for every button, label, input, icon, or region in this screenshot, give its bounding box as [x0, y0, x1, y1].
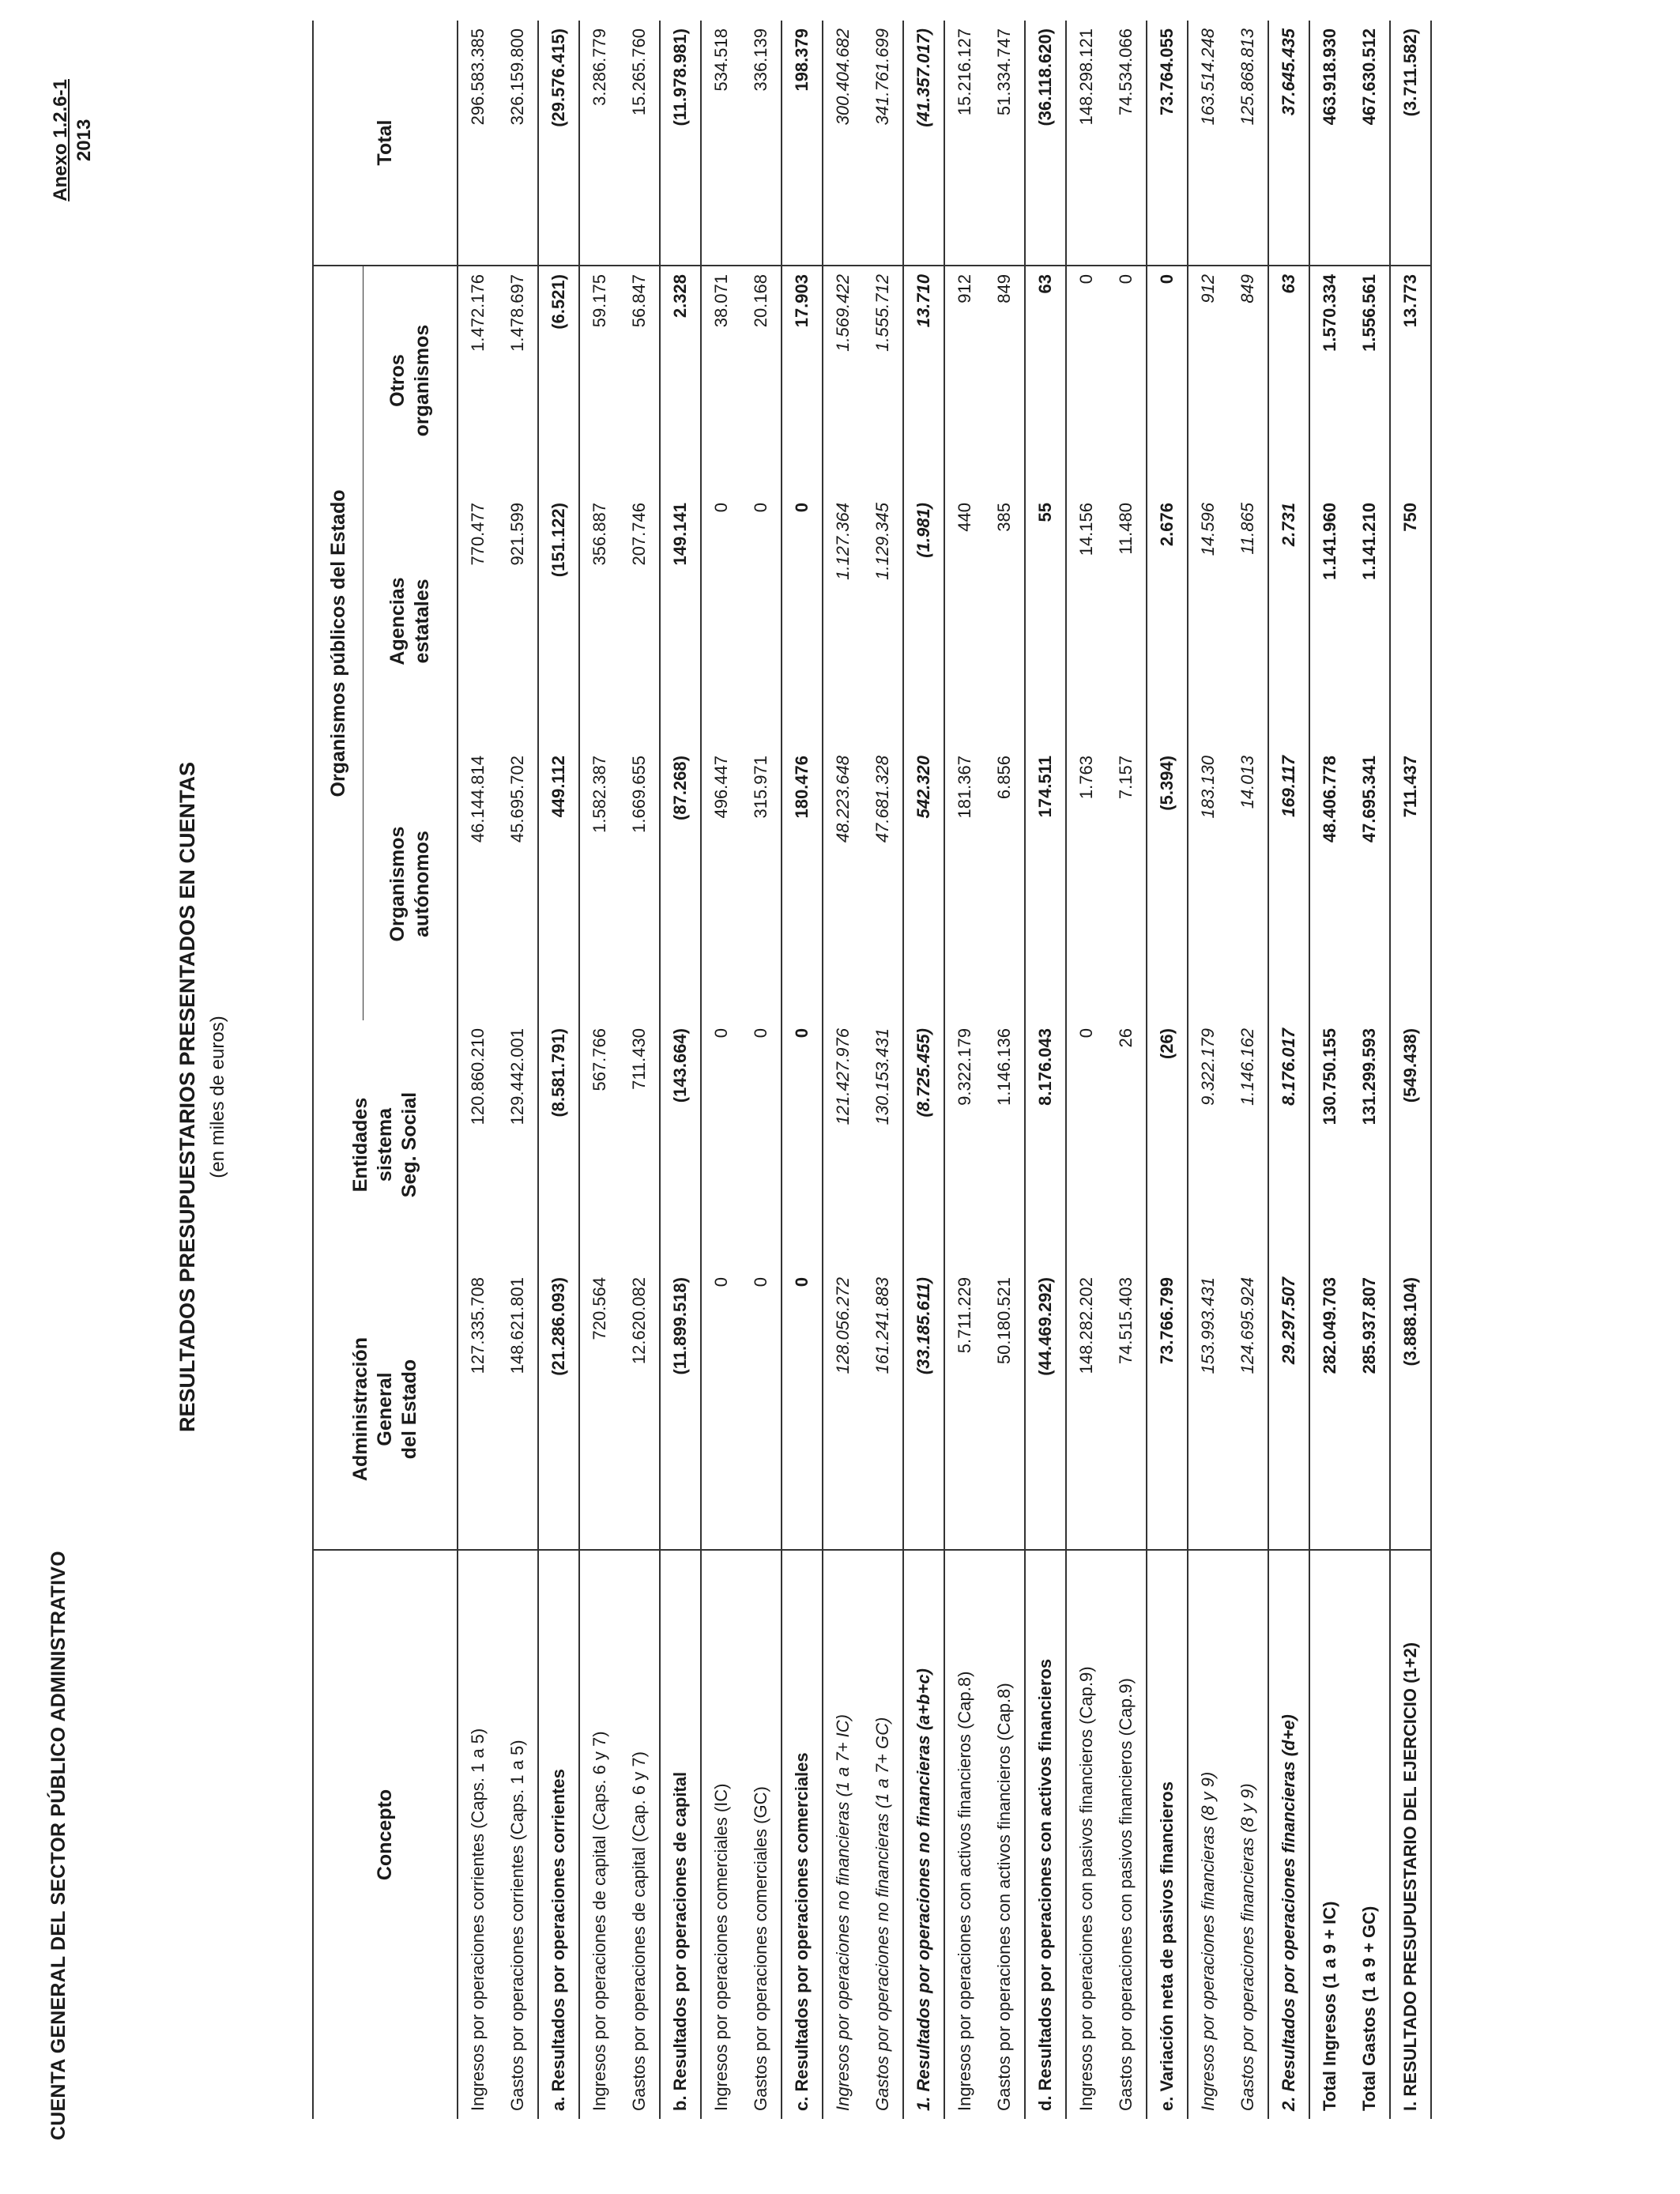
row-value-seg-social: 121.427.976 — [833, 1028, 853, 1125]
table-row — [903, 21, 944, 2119]
row-value-age: 720.564 — [590, 1277, 609, 1340]
row-concept: 2. Resultados por operaciones financieras (d+e) — [1268, 1550, 1309, 2119]
row-value-seg-social: 130.153.431 — [863, 1020, 903, 1269]
row-value-organismos-autonomos: 6.856 — [985, 748, 1025, 1020]
row-value-otros-organismos: 13.773 — [1390, 266, 1431, 495]
row-value-organismos-autonomos: 48.223.648 — [833, 756, 853, 843]
row-value-agencias-estatales: (1.981) — [903, 495, 944, 748]
row-value-age: 128.056.272 — [833, 1277, 853, 1374]
annex-number: Anexo 1.2.6-1 — [50, 79, 71, 202]
row-concept: 1. Resultados por operaciones no financieras (a+b+c) — [903, 1550, 944, 2119]
row-value-organismos-autonomos: 1.669.655 — [620, 748, 660, 1020]
row-value-otros-organismos: 0 — [1147, 266, 1188, 495]
row-concept: Ingresos por operaciones de capital (Caps. 6 y 7) — [579, 1550, 620, 2119]
row-value-total: (41.357.017) — [903, 21, 944, 266]
row-value-organismos-autonomos: 449.112 — [538, 748, 579, 1020]
row-value-organismos-autonomos: 14.013 — [1228, 748, 1268, 1020]
row-concept: Gastos por operaciones comerciales (GC) — [741, 1550, 782, 2119]
row-value-organismos-autonomos: 1.582.387 — [590, 756, 609, 833]
row-value-otros-organismos: 1.478.697 — [498, 266, 538, 495]
table-row — [1390, 21, 1431, 2119]
row-value-organismos-autonomos: 46.144.814 — [468, 756, 488, 843]
row-value-age: 0 — [711, 1277, 731, 1287]
row-value-agencias-estatales: 0 — [741, 495, 782, 748]
row-value-agencias-estatales: 1.129.345 — [863, 495, 903, 748]
header-agencias-estatales: Agencias estatales — [386, 577, 433, 665]
row-value-seg-social: (26) — [1147, 1020, 1188, 1269]
row-value-otros-organismos: 1.555.712 — [863, 266, 903, 495]
results-table — [312, 21, 1432, 2119]
row-value-otros-organismos: 63 — [1025, 266, 1066, 495]
annex-label-block — [49, 79, 96, 202]
row-value-age: 148.621.801 — [498, 1269, 538, 1550]
document-header-title: CUENTA GENERAL DEL SECTOR PÚBLICO ADMINISTRATIVO — [47, 1551, 70, 2140]
row-value-agencias-estatales: 2.731 — [1268, 495, 1309, 748]
table-row — [1066, 21, 1106, 2119]
row-value-total: 463.918.930 — [1309, 21, 1350, 266]
row-value-seg-social: 0 — [782, 1020, 823, 1269]
row-value-age: 285.937.807 — [1350, 1269, 1390, 1550]
row-value-total: 3.286.779 — [579, 21, 620, 266]
row-concept: Total Gastos (1 a 9 + GC) — [1350, 1550, 1390, 2119]
row-value-age: (11.899.518) — [660, 1269, 701, 1550]
row-value-total: 534.518 — [701, 21, 741, 266]
row-concept: d. Resultados por operaciones con activos financieros — [1025, 1550, 1066, 2119]
row-value-otros-organismos: 56.847 — [620, 266, 660, 495]
row-value-seg-social: 711.430 — [620, 1020, 660, 1269]
row-value-organismos-autonomos: 315.971 — [741, 748, 782, 1020]
row-value-otros-organismos: 1.569.422 — [833, 274, 853, 352]
row-value-otros-organismos: 849 — [985, 266, 1025, 495]
row-value-organismos-autonomos: 45.695.702 — [498, 748, 538, 1020]
row-value-seg-social: 120.860.210 — [468, 1028, 488, 1125]
row-value-otros-organismos: 38.071 — [711, 274, 731, 328]
row-value-total: 300.404.682 — [823, 21, 863, 266]
row-value-seg-social: 129.442.001 — [498, 1020, 538, 1269]
row-value-seg-social: 0 — [741, 1020, 782, 1269]
row-value-agencias-estatales: 440 — [955, 503, 974, 532]
row-value-otros-organismos: 63 — [1268, 266, 1309, 495]
row-value-otros-organismos: 1.570.334 — [1320, 274, 1339, 352]
row-value-age: (21.286.093) — [538, 1269, 579, 1550]
row-value-agencias-estatales: 14.596 — [1198, 503, 1218, 556]
row-value-total: 467.630.512 — [1350, 21, 1390, 266]
row-value-otros-organismos: 912 — [955, 274, 974, 303]
row-value-agencias-estatales: 356.887 — [590, 503, 609, 566]
row-value-total: 74.534.066 — [1106, 21, 1147, 266]
row-value-agencias-estatales: 2.676 — [1147, 495, 1188, 748]
row-concept: c. Resultados por operaciones comerciales — [782, 1550, 823, 2119]
row-value-seg-social: 26 — [1106, 1020, 1147, 1269]
table-row — [538, 21, 579, 2119]
row-value-seg-social: 8.176.017 — [1268, 1020, 1309, 1269]
row-concept: Total Ingresos (1 a 9 + IC) — [1309, 1550, 1350, 2119]
row-value-otros-organismos: 17.903 — [782, 266, 823, 495]
row-value-agencias-estatales: 207.746 — [620, 495, 660, 748]
row-value-age: 127.335.708 — [468, 1277, 488, 1374]
row-value-age: (3.888.104) — [1390, 1269, 1431, 1550]
row-concept: Ingresos por operaciones comerciales (IC) — [701, 1550, 741, 2119]
row-concept: Gastos por operaciones financieras (8 y 9) — [1228, 1550, 1268, 2119]
row-value-seg-social: 567.766 — [590, 1028, 609, 1091]
row-value-organismos-autonomos: 169.117 — [1268, 748, 1309, 1020]
row-value-otros-organismos: 0 — [1106, 266, 1147, 495]
header-otros-organismos: Otros organismos — [386, 324, 433, 437]
row-value-organismos-autonomos: 542.320 — [903, 748, 944, 1020]
table-row — [701, 21, 741, 2119]
row-value-organismos-autonomos: 1.763 — [1076, 756, 1096, 800]
row-value-seg-social: (8.725.455) — [903, 1020, 944, 1269]
row-value-age: (33.185.611) — [903, 1269, 944, 1550]
row-value-organismos-autonomos: 47.681.328 — [863, 748, 903, 1020]
row-value-total: 15.265.760 — [620, 21, 660, 266]
table-row — [944, 21, 985, 2119]
row-value-age: 73.766.799 — [1147, 1269, 1188, 1550]
row-value-organismos-autonomos: 174.511 — [1025, 748, 1066, 1020]
row-value-age: 282.049.703 — [1320, 1277, 1339, 1374]
row-value-organismos-autonomos: 183.130 — [1198, 756, 1218, 819]
row-value-otros-organismos: 849 — [1228, 266, 1268, 495]
table-row — [1309, 21, 1350, 2119]
header-organismos-publicos: Organismos públicos del Estado — [313, 266, 363, 1020]
table-row — [660, 21, 701, 2119]
row-value-total: 163.514.248 — [1188, 21, 1228, 266]
row-value-organismos-autonomos: (5.394) — [1147, 748, 1188, 1020]
table-row — [620, 21, 660, 2119]
row-value-total: 73.764.055 — [1147, 21, 1188, 266]
table-row — [1106, 21, 1147, 2119]
row-value-agencias-estatales: 55 — [1025, 495, 1066, 748]
row-value-otros-organismos: 13.710 — [903, 266, 944, 495]
row-value-otros-organismos: 59.175 — [590, 274, 609, 328]
header-age: Administración General del Estado — [349, 1337, 420, 1481]
row-concept: Gastos por operaciones con pasivos financieros (Cap.9) — [1106, 1550, 1147, 2119]
row-concept: Ingresos por operaciones no financieras (1 a 7+ IC) — [823, 1550, 863, 2119]
row-value-agencias-estatales: 1.127.364 — [833, 503, 853, 580]
row-value-seg-social: 9.322.179 — [1198, 1028, 1218, 1106]
row-value-organismos-autonomos: 711.437 — [1390, 748, 1431, 1020]
row-concept: Gastos por operaciones con activos financieros (Cap.8) — [985, 1550, 1025, 2119]
row-value-organismos-autonomos: 180.476 — [782, 748, 823, 1020]
header-seg-social: Entidades sistema Seg. Social — [349, 1091, 420, 1198]
row-value-agencias-estatales: 0 — [711, 503, 731, 513]
row-value-agencias-estatales: 1.141.210 — [1350, 495, 1390, 748]
row-value-total: (11.978.981) — [660, 21, 701, 266]
row-value-total: 15.216.127 — [944, 21, 985, 266]
row-value-organismos-autonomos: 496.447 — [711, 756, 731, 819]
row-value-agencias-estatales: 1.141.960 — [1320, 503, 1339, 580]
table-row — [1228, 21, 1268, 2119]
row-value-total: (3.711.582) — [1390, 21, 1431, 266]
table-row — [985, 21, 1025, 2119]
row-value-age: (44.469.292) — [1025, 1269, 1066, 1550]
row-concept: Gastos por operaciones no financieras (1 a 7+ GC) — [863, 1550, 903, 2119]
row-concept: Ingresos por operaciones con activos financieros (Cap.8) — [944, 1550, 985, 2119]
header-total: Total — [313, 21, 458, 266]
table-row — [1268, 21, 1309, 2119]
annex-year: 2013 — [73, 119, 95, 162]
row-value-agencias-estatales: 385 — [985, 495, 1025, 748]
table-row — [579, 21, 620, 2119]
row-value-age: 0 — [741, 1269, 782, 1550]
row-value-seg-social: 130.750.155 — [1320, 1028, 1339, 1125]
row-value-age: 74.515.403 — [1106, 1269, 1147, 1550]
row-value-age: 148.282.202 — [1076, 1277, 1096, 1374]
row-value-age: 50.180.521 — [985, 1269, 1025, 1550]
table-row — [1350, 21, 1390, 2119]
row-value-total: 296.583.385 — [458, 21, 498, 266]
row-value-otros-organismos: 2.328 — [660, 266, 701, 495]
table-row — [782, 21, 823, 2119]
row-value-age: 0 — [782, 1269, 823, 1550]
row-value-organismos-autonomos: 47.695.341 — [1350, 748, 1390, 1020]
row-concept: Ingresos por operaciones con pasivos financieros (Cap.9) — [1066, 1550, 1106, 2119]
row-value-seg-social: 0 — [711, 1028, 731, 1039]
row-concept: Gastos por operaciones corrientes (Caps. 1 a 5) — [498, 1550, 538, 2119]
row-value-otros-organismos: 912 — [1198, 274, 1218, 303]
row-value-agencias-estatales: (151.122) — [538, 495, 579, 748]
table-row — [863, 21, 903, 2119]
row-value-total: 341.761.699 — [863, 21, 903, 266]
row-value-seg-social: 0 — [1076, 1028, 1096, 1039]
report-title: RESULTADOS PRESUPUESTARIOS PRESENTADOS EN CUENTAS — [175, 761, 199, 1433]
report-subtitle: (en miles de euros) — [207, 1016, 228, 1178]
table-row — [1188, 21, 1228, 2119]
row-concept: e. Variación neta de pasivos financieros — [1147, 1550, 1188, 2119]
row-value-otros-organismos: 1.472.176 — [468, 274, 488, 352]
row-concept: Gastos por operaciones de capital (Cap. 6 y 7) — [620, 1550, 660, 2119]
row-value-organismos-autonomos: 48.406.778 — [1320, 756, 1339, 843]
row-value-total: 125.868.813 — [1228, 21, 1268, 266]
row-value-agencias-estatales: 149.141 — [660, 495, 701, 748]
row-value-total: 198.379 — [782, 21, 823, 266]
row-value-agencias-estatales: 11.865 — [1228, 495, 1268, 748]
row-value-otros-organismos: (6.521) — [538, 266, 579, 495]
row-concept: I. RESULTADO PRESUPUESTARIO DEL EJERCICIO (1+2) — [1390, 1550, 1431, 2119]
row-value-otros-organismos: 0 — [1076, 274, 1096, 285]
row-concept: a. Resultados por operaciones corrientes — [538, 1550, 579, 2119]
row-value-organismos-autonomos: 181.367 — [955, 756, 974, 819]
row-concept: Ingresos por operaciones corrientes (Caps. 1 a 5) — [458, 1550, 498, 2119]
row-value-agencias-estatales: 750 — [1390, 495, 1431, 748]
row-value-age: 29.297.507 — [1268, 1269, 1309, 1550]
table-row — [823, 21, 863, 2119]
row-value-seg-social: (8.581.791) — [538, 1020, 579, 1269]
table-row — [458, 21, 498, 2119]
row-value-age: 153.993.431 — [1198, 1277, 1218, 1374]
row-value-agencias-estatales: 11.480 — [1106, 495, 1147, 748]
row-value-age: 124.695.924 — [1228, 1269, 1268, 1550]
row-value-age: 5.711.229 — [955, 1277, 974, 1354]
table-row — [1147, 21, 1188, 2119]
row-value-total: (36.118.620) — [1025, 21, 1066, 266]
row-value-agencias-estatales: 921.599 — [498, 495, 538, 748]
row-value-seg-social: 1.146.136 — [985, 1020, 1025, 1269]
header-concept: Concepto — [313, 1550, 458, 2119]
row-value-seg-social: 131.299.593 — [1350, 1020, 1390, 1269]
row-value-agencias-estatales: 770.477 — [468, 503, 488, 566]
row-value-seg-social: 8.176.043 — [1025, 1020, 1066, 1269]
row-value-total: (29.576.415) — [538, 21, 579, 266]
table-body — [458, 21, 1431, 2119]
header-organismos-autonomos: Organismos autónomos — [386, 826, 433, 942]
row-value-organismos-autonomos: 7.157 — [1106, 748, 1147, 1020]
table-row — [741, 21, 782, 2119]
row-value-organismos-autonomos: (87.268) — [660, 748, 701, 1020]
row-value-age: 161.241.883 — [863, 1269, 903, 1550]
row-value-total: 51.334.747 — [985, 21, 1025, 266]
row-value-seg-social: 9.322.179 — [955, 1028, 974, 1106]
row-value-total: 326.159.800 — [498, 21, 538, 266]
row-value-age: 12.620.082 — [620, 1269, 660, 1550]
row-concept: Ingresos por operaciones financieras (8 y 9) — [1188, 1550, 1228, 2119]
row-value-otros-organismos: 20.168 — [741, 266, 782, 495]
row-value-total: 148.298.121 — [1066, 21, 1106, 266]
row-value-total: 336.139 — [741, 21, 782, 266]
row-value-total: 37.645.435 — [1268, 21, 1309, 266]
row-value-seg-social: (549.438) — [1390, 1020, 1431, 1269]
row-concept: b. Resultados por operaciones de capital — [660, 1550, 701, 2119]
row-value-seg-social: 1.146.162 — [1228, 1020, 1268, 1269]
row-value-otros-organismos: 1.556.561 — [1350, 266, 1390, 495]
table-row — [498, 21, 538, 2119]
row-value-seg-social: (143.664) — [660, 1020, 701, 1269]
table-row — [1025, 21, 1066, 2119]
row-value-agencias-estatales: 14.156 — [1076, 503, 1096, 556]
row-value-agencias-estatales: 0 — [782, 495, 823, 748]
